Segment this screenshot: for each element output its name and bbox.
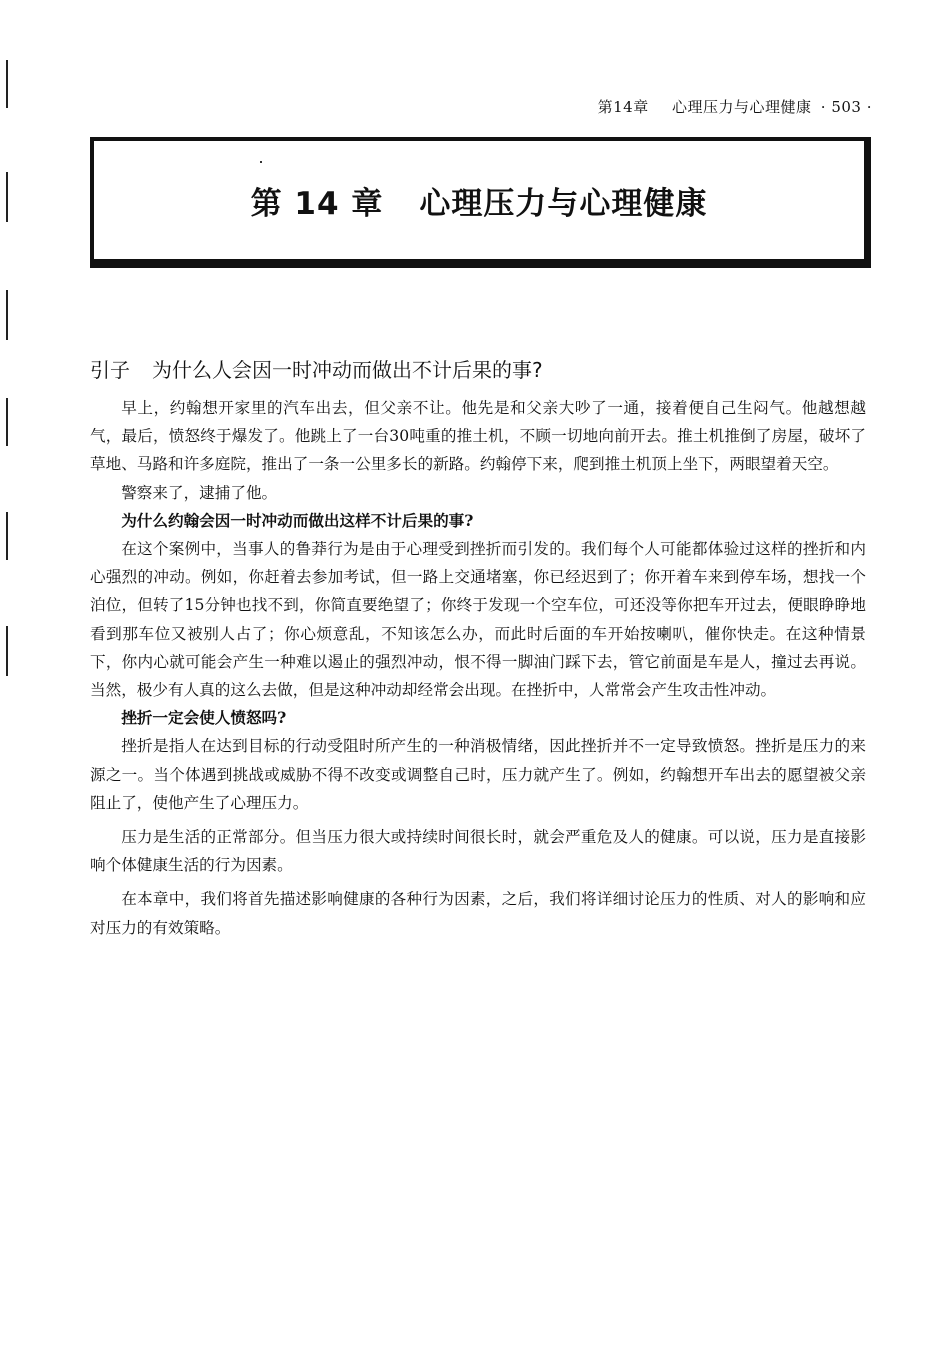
chapter-title-box	[90, 137, 871, 268]
running-header-chapter: 第14章	[597, 98, 649, 116]
page-number: · 503 ·	[820, 98, 872, 116]
section-heading	[90, 354, 543, 383]
scan-edge-mark	[6, 290, 8, 340]
running-header-title: 心理压力与心理健康	[672, 98, 812, 116]
scan-edge-mark	[6, 398, 8, 446]
paragraph: 压力是生活的正常部分。但当压力很大或持续时间很长时，就会严重危及人的健康。可以说，压力是直接影响个体健康生活的行为因素。	[90, 828, 866, 875]
chapter-title	[94, 178, 864, 223]
paragraph: 在这个案例中，当事人的鲁莽行为是由于心理受到挫折而引发的。我们每个人可能都体验过这样的挫折和内心强烈的冲动。例如，你赶着去参加考试，但一路上交通堵塞，你已经迟到了；你开着车来到停车场，想找一个泊位，但转了15分钟也找不到，你简直要绝望了；你终于发现一个空车位，可还没等你把车开过去，便眼睁睁地看到那车位又被别人占了；你心烦意乱，不知该怎么办，而此时后面的车开始按喇叭，催你快走。在这种情景下，你内心就可能会产生一种难以遏止的强烈冲动，恨不得一脚油门踩下去，管它前面是车是人，撞过去再说。当然，极少有人真的这么去做，但是这种冲动却经常会出现。在挫折中，人常常会产生攻击性冲动。	[90, 540, 866, 700]
chapter-number: 第 14 章	[250, 186, 384, 222]
section-title: 为什么人会因一时冲动而做出不计后果的事?	[152, 358, 543, 382]
scan-edge-mark	[6, 512, 8, 560]
scan-edge-mark	[6, 172, 8, 222]
paragraph: 警察来了，逮捕了他。	[121, 483, 278, 502]
body-text	[90, 394, 866, 942]
paragraph: 在本章中，我们将首先描述影响健康的各种行为因素，之后，我们将详细讨论压力的性质、对人的影响和应对压力的有效策略。	[90, 890, 866, 937]
scan-edge-mark	[6, 626, 8, 676]
question-heading: 挫折一定会使人愤怒吗?	[121, 708, 287, 728]
scan-edge-mark	[6, 60, 8, 108]
scan-speck	[260, 161, 262, 163]
chapter-name: 心理压力与心理健康	[419, 186, 708, 222]
question-heading: 为什么约翰会因一时冲动而做出这样不计后果的事?	[121, 510, 474, 530]
running-header	[594, 96, 872, 117]
paragraph: 早上，约翰想开家里的汽车出去，但父亲不让。他先是和父亲大吵了一通，接着便自己生闷气。他越想越气，最后，愤怒终于爆发了。他跳上了一台30吨重的推土机，不顾一切地向前开去。推土机推倒了房屋，破坏了草地、马路和许多庭院，推出了一条一公里多长的新路。约翰停下来，爬到推土机顶上坐下，两眼望着天空。	[90, 399, 866, 474]
section-label: 引子	[90, 358, 130, 382]
paragraph: 挫折是指人在达到目标的行动受阻时所产生的一种消极情绪，因此挫折并不一定导致愤怒。挫折是压力的来源之一。当个体遇到挑战或威胁不得不改变或调整自己时，压力就产生了。例如，约翰想开车出去的愿望被父亲阻止了，使他产生了心理压力。	[90, 737, 866, 812]
